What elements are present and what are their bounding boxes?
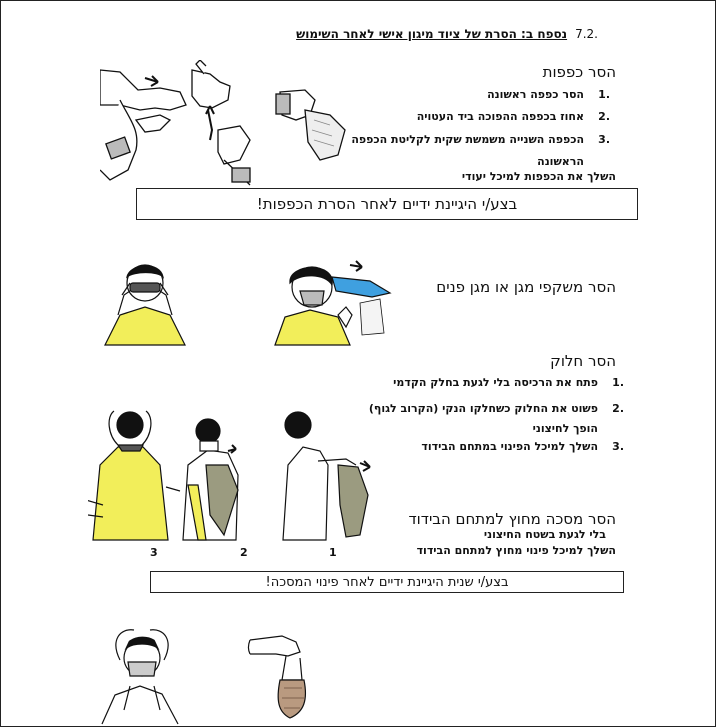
face-shield-removal-illustration (100, 255, 400, 350)
step-text: השלך למיכל הפינוי במתחם הבידוד (421, 440, 598, 453)
glove-removal-illustration (100, 60, 370, 190)
mask-line-2: השלך למיכל פינוי מחוץ למתחם הבידוד (416, 544, 616, 557)
gown-removal-illustration (88, 405, 378, 545)
gown-step-2-continuation: הופך לחיצוני (532, 422, 598, 435)
gloves-step-1 (487, 88, 610, 101)
step-text: אחוז בכפפה ההפוכה ביד העטויה (416, 110, 584, 123)
step-text: פשוט את החלוק כשחלקו הנקי (הקרוב לגוף) (368, 402, 598, 415)
heading-number: .7.2 (575, 27, 598, 41)
gloves-step-2 (417, 110, 610, 123)
mask-title: הסר מסכה מחוץ למתחם הבידוד (408, 510, 616, 528)
gloves-hygiene-box (136, 188, 638, 220)
step-number: .3 (598, 133, 610, 146)
step-number: .1 (598, 88, 610, 101)
mask-removal-illustration (100, 620, 340, 725)
figure-number-1: 1 (329, 546, 337, 559)
appendix-heading (296, 27, 598, 41)
gloves-step-3 (351, 133, 610, 146)
step-number: .1 (612, 376, 624, 389)
figure-number-3: 3 (150, 546, 158, 559)
mask-hygiene-text: בצע/י שנית היגיינת ידיים לאחר פינוי המסכה! (265, 574, 509, 590)
heading-text: נספח ב: הסרת של ציוד מיגון אישי לאחר השימוש (296, 27, 568, 41)
gloves-step-3-continuation: הראשונה (537, 155, 584, 168)
step-text: פתח את הרכיסה בלי לגעת בחלק הקדמי (393, 376, 598, 389)
step-text: הכפפה השנייה משמשת שקית לקליטת הכפפה (351, 133, 584, 146)
gown-step-1 (393, 376, 624, 389)
step-number: .3 (612, 440, 624, 453)
mask-line-1: בלי לגעת בשטח החיצוני (483, 528, 606, 541)
gloves-dispose: השלך את הכפפות למיכל יעודי (461, 170, 616, 183)
figure-number-2: 2 (240, 546, 248, 559)
step-number: .2 (598, 110, 610, 123)
gown-title: הסר חלוק (550, 352, 616, 370)
gloves-hygiene-text: בצע/י היגיינת ידיים לאחר הסרת הכפפות! (256, 195, 518, 213)
goggles-title: הסר משקפי מגן או מגן פנים (436, 278, 616, 296)
gown-step-3 (421, 440, 624, 453)
mask-hygiene-box (150, 571, 624, 593)
gloves-title: הסר כפפות (542, 63, 616, 81)
step-number: .2 (612, 402, 624, 415)
step-text: הסר כפפה ראשונה (487, 88, 584, 101)
gown-step-2 (369, 402, 624, 415)
